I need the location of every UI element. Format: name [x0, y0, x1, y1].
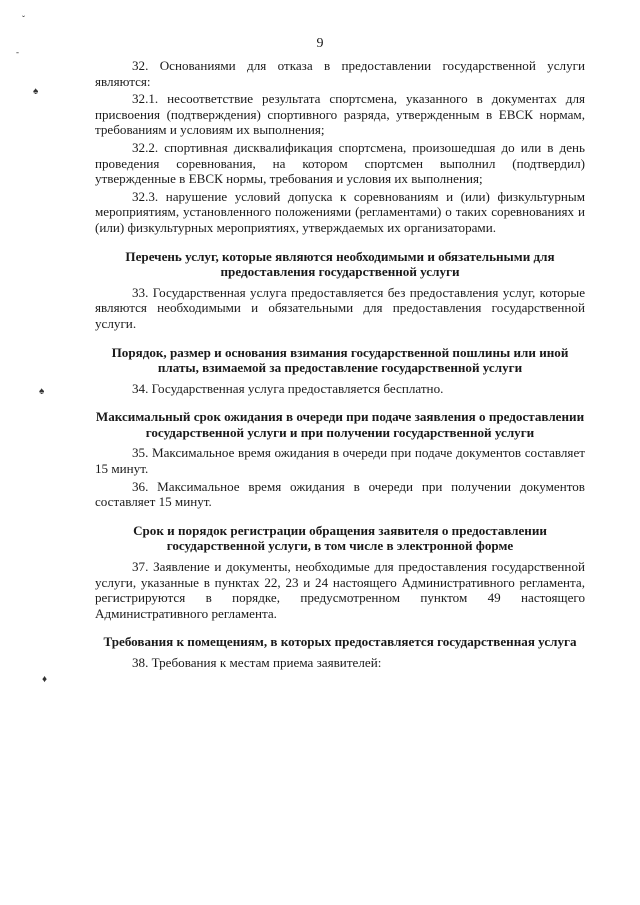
- page-number: 9: [316, 36, 324, 51]
- section-heading-queue-time: Максимальный срок ожидания в очереди при подаче заявления о предоставлении государственной услуги и при получении государственной услуги: [95, 409, 585, 440]
- section-heading-fees: Порядок, размер и основания взимания государственной пошлины или иной платы, взимаемой за предоставление государственной услуги: [111, 344, 569, 376]
- paragraph-37: 37. Заявление и документы, необходимые для предоставления государственной услуги, указанные в пунктах 22, 23 и 24 настоящего Административного регламента, регистрируются в порядке, предусмотренном пунктом 49 настоящего Административного регламента.: [95, 559, 585, 621]
- section-heading-premises: Требования к помещениям, в которых предоставляется государственная услуга: [103, 634, 577, 650]
- document-body: [95, 58, 585, 673]
- paragraph-34: 34. Государственная услуга предоставляется бесплатно.: [132, 380, 444, 396]
- paragraph-35: 35. Максимальное время ожидания в очереди при подаче документов составляет 15 минут.: [95, 445, 585, 477]
- margin-mark: ˇ: [22, 14, 25, 24]
- margin-mark: ♦: [42, 674, 48, 685]
- section-heading-required-services: Перечень услуг, которые являются необходимыми и обязательными для предоставления государственной услуги: [125, 248, 555, 280]
- section-heading-registration: Срок и порядок регистрации обращения заявителя о предоставлении государственной услуги, в том числе в электронной форме: [133, 522, 547, 554]
- margin-mark: ♠: [33, 86, 39, 97]
- margin-mark: -: [16, 47, 19, 57]
- paragraph-33: 33. Государственная услуга предоставляется без предоставления услуг, которые являются необходимыми и обязательными для предоставления государственной услуги.: [95, 284, 585, 331]
- margin-mark: ♠: [39, 386, 45, 397]
- paragraph-32-3: 32.3. нарушение условий допуска к соревнованиям и (или) физкультурным мероприятиям, установленного положениями (регламентами) о таких соревнованиях и (или) физкультурных мероприятиях, утверждаемых их организаторами.: [95, 188, 585, 235]
- paragraph-32-2: 32.2. спортивная дисквалификация спортсмена, произошедшая до или в день проведения соревнования, на котором спортсмен выполнил (подтвердил) утвержденные в ЕВСК нормы, требования и условия их выполнения;: [95, 139, 585, 187]
- paragraph-32-1: 32.1. несоответствие результата спортсмена, указанного в документах для присвоения (подтверждения) спортивного разряда, утвержденным в ЕВСК нормам, требованиям и условиям их выполнения;: [95, 91, 585, 138]
- paragraph-36: 36. Максимальное время ожидания в очереди при получении документов составляет 15 минут.: [95, 478, 585, 510]
- paragraph-32: 32. Основаниями для отказа в предоставлении государственной услуги являются:: [95, 58, 585, 89]
- paragraph-38: 38. Требования к местам приема заявителей:: [132, 655, 382, 670]
